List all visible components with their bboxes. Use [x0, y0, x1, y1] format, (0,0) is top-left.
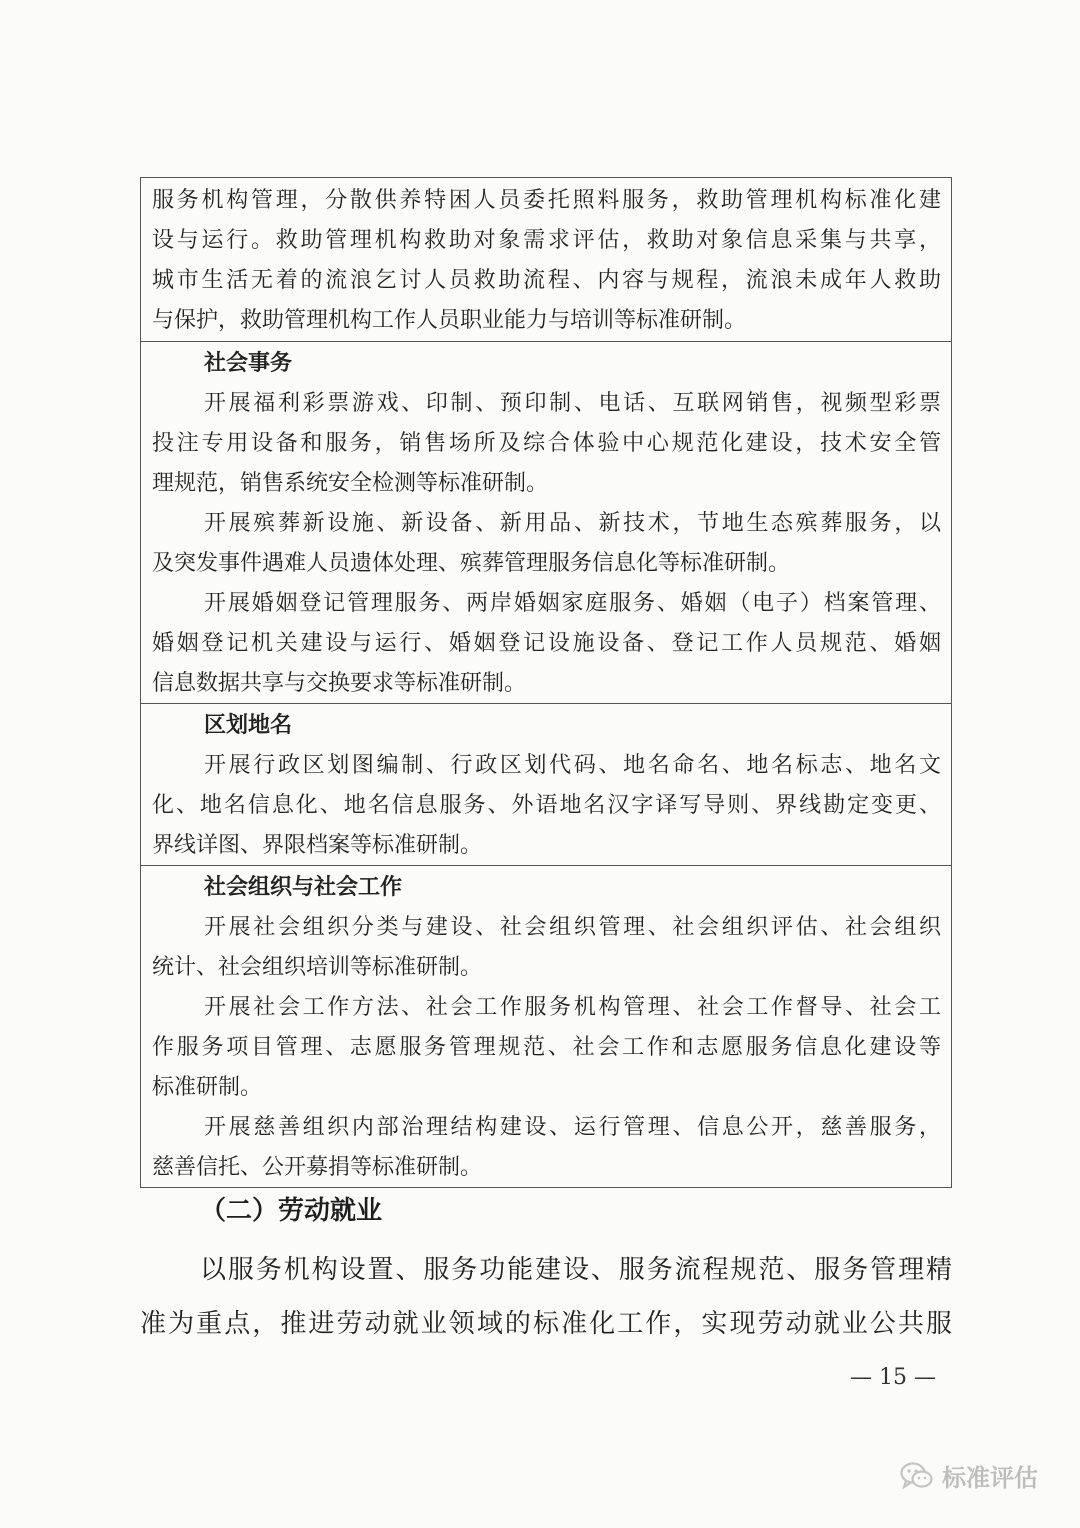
watermark-text: 标准评估	[942, 1464, 1038, 1492]
cell-heading: 社会组织与社会工作	[204, 875, 403, 900]
page-number: — 15 —	[850, 1365, 936, 1390]
section-body	[140, 1243, 952, 1351]
text-line: 统计、社会组织培训等标准研制。	[152, 955, 483, 980]
text-line: 开展婚姻登记管理服务、两岸婚姻家庭服务、婚姻（电子）档案管理、	[204, 591, 941, 616]
table-cell-social-assistance	[141, 178, 951, 341]
text-line: 化、地名信息化、地名信息服务、外语地名汉字译写导则、界线勘定变更、	[152, 793, 941, 818]
text-line: 标准研制。	[152, 1075, 263, 1100]
text-line: 慈善信托、公开募捐等标准研制。	[152, 1155, 483, 1180]
text-line: 及突发事件遇难人员遗体处理、殡葬管理服务信息化等标准研制。	[152, 551, 791, 576]
text-line: 以服务机构设置、服务功能建设、服务流程规范、服务管理精	[200, 1255, 952, 1285]
text-line: 开展慈善组织内部治理结构建设、运行管理、信息公开，慈善服务，	[204, 1115, 941, 1140]
cell-heading: 社会事务	[204, 351, 293, 376]
table-cell-social-organizations	[141, 865, 951, 1187]
text-line: 准为重点，推进劳动就业领域的标准化工作，实现劳动就业公共服	[140, 1309, 952, 1339]
cell-heading: 区划地名	[204, 713, 293, 738]
text-line: 婚姻登记机关建设与运行、婚姻登记设施设备、登记工作人员规范、婚姻	[152, 631, 941, 656]
text-line: 与保护，救助管理机构工作人员职业能力与培训等标准研制。	[152, 308, 747, 333]
text-line: 开展殡葬新设施、新设备、新用品、新技术，节地生态殡葬服务，以	[204, 511, 941, 536]
wechat-icon	[900, 1461, 934, 1491]
section-heading: （二）劳动就业	[200, 1196, 383, 1226]
text-line: 信息数据共享与交换要求等标准研制。	[152, 671, 527, 696]
table-cell-social-affairs	[141, 341, 951, 703]
standards-table	[140, 177, 952, 1188]
text-line: 投注专用设备和服务，销售场所及综合体验中心规范化建设，技术安全管	[152, 431, 941, 456]
text-line: 服务机构管理，分散供养特困人员委托照料服务，救助管理机构标准化建	[152, 188, 941, 213]
text-line: 开展福利彩票游戏、印制、预印制、电话、互联网销售，视频型彩票	[204, 391, 941, 416]
text-line: 理规范，销售系统安全检测等标准研制。	[152, 471, 549, 496]
text-line: 作服务项目管理、志愿服务管理规范、社会工作和志愿服务信息化建设等	[152, 1035, 941, 1060]
text-line: 城市生活无着的流浪乞讨人员救助流程、内容与规程，流浪未成年人救助	[152, 268, 941, 293]
watermark	[900, 1458, 1038, 1493]
table-cell-administrative-divisions	[141, 703, 951, 865]
text-line: 开展社会组织分类与建设、社会组织管理、社会组织评估、社会组织	[204, 915, 941, 940]
text-line: 设与运行。救助管理机构救助对象需求评估，救助对象信息采集与共享，	[152, 228, 941, 253]
text-line: 开展社会工作方法、社会工作服务机构管理、社会工作督导、社会工	[204, 995, 941, 1020]
text-line: 开展行政区划图编制、行政区划代码、地名命名、地名标志、地名文	[204, 753, 941, 778]
text-line: 界线详图、界限档案等标准研制。	[152, 833, 483, 858]
